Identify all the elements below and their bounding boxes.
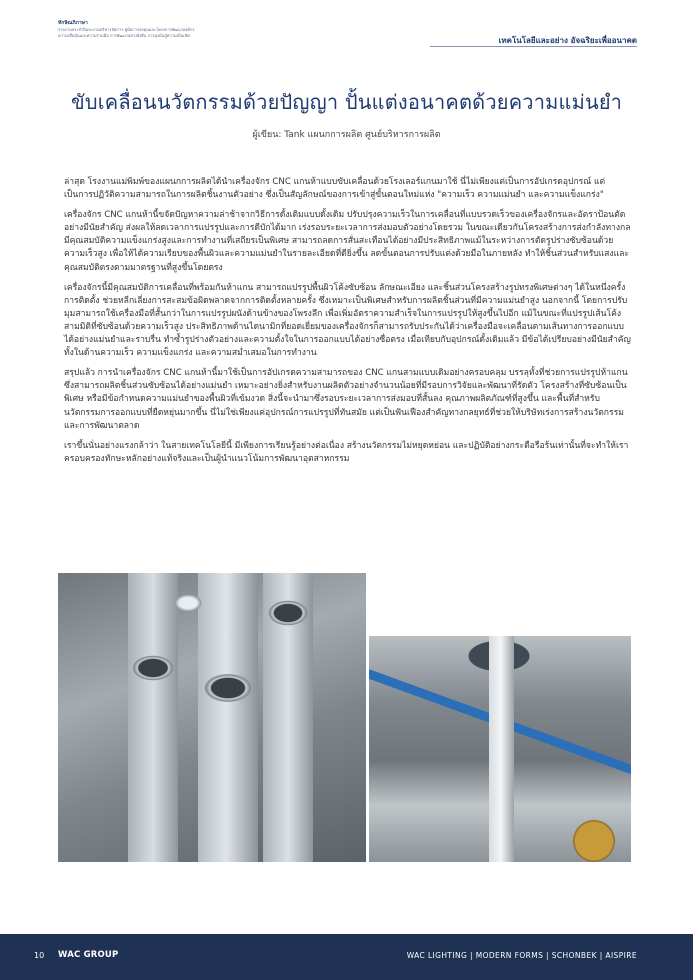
- header-divider: [430, 46, 637, 47]
- paragraph: เครื่องจักร CNC แกนห้านี้ขจัดปัญหาความล่าช้าจากวิธีการดั้งเดิมแบบดั้งเดิม ปรับปรุงความเร็วในการเคลื่อนที่แบบรวดเร็วของเครื่องจักรและอัตราป้อนตัดอย่างมีนัยสำคัญ ส่งผลให้ลดเวลาการแปรรูปและการดีบักได้มาก เร่งรอบระยะเวลาการส่งมอบตัวอย่างโดยรวม ในขณะเดียวกันโครงสร้างการส่งกำลังทางกลมีคุณสมบัติความแข็งแกร่งสูงและการทำงานที่เสถียรเป็นพิเศษ สามารถลดการสั่นสะเทือนได้อย่างมีประสิทธิภาพแม้ในระหว่างการตัดรูปร่างซับซ้อนด้วยความเร็วสูง เพื่อให้ได้ความเรียบของพื้นผิวและความแม่นยำในรายละเอียดที่ดียิ่งขึ้น ลดขั้นตอนการปรับแต่งด้วยมือในภายหลัง ทำให้ชิ้นส่วนสำหรับแสงและคุณสมบัติตรงตามมาตรฐานที่สูงขึ้นโดยตรง: [64, 210, 631, 273]
- header-left-title: ทักษิณภิภาษา: [58, 20, 88, 26]
- paragraph: เราขึ้นนั่นอย่างแรงกล้าว่า ในสายเทคโนโลยีนี้ มีเพียงการเรียนรู้อย่างต่อเนื่อง สร้างนวัตกรรมไม่หยุดหย่อน และปฏิบัติอย่างกระตือรือร้นเท่านั้นที่จะทำให้เราครอบครองทักษะหลักอย่างแท้จริงและเป็นผู้นำแนวโน้มการพัฒนาอุตสาหกรรม: [64, 440, 629, 464]
- paragraph: สรุปแล้ว การนำเครื่องจักร CNC แกนห้านี้มาใช้เป็นการอัปเกรดความสามารถของ CNC แกนสามแบบเดิมอย่างครอบคลุม บรรลุทั้งที่ช่วยการแปรรูปห้าแกน ซึ่งสามารถผลิตชิ้นส่วนซับซ้อนได้อย่างแม่นยำ เหมาะอย่างยิ่งสำหรับงานผลิตตัวอย่างจำนวนน้อยที่มีรอบการวิจัยและพัฒนาที่รัดตัว โครงสร้างที่ซับซ้อนเป็นพิเศษ หรือมีข้อกำหนดความแม่นยำของพื้นผิวที่เข้มงวด สิ่งนี้จะนำมาซึ่งรอบระยะเวลาการส่งมอบที่สั้นลง คุณภาพผลิตภัณฑ์ที่สูงขึ้น และพื้นที่สำหรับนวัตกรรมการออกแบบที่ยืดหยุ่นมากขึ้น นี่ไม่ใช่เพียงแค่อุปกรณ์การแปรรูปที่ทันสมัย แต่เป็นฟันเฟืองสำคัญทางกลยุทธ์ที่ช่วยให้บริษัทเร่งการสร้างนวัตกรรมและการพัฒนาตลาด: [64, 368, 628, 431]
- article-body: [64, 176, 632, 473]
- header-meta: [58, 20, 238, 39]
- paragraph: ล่าสุด โรงงานแม่พิมพ์ของแผนกการผลิตได้นำเครื่องจักร CNC แกนห้าแบบขับเคลื่อนด้วยโรงเลอร์แกนมาใช้ นี่ไม่เพียงแต่เป็นการอัปเกรดอุปกรณ์ แต่เป็นการปฏิวัติความสามารถในการผลิตชิ้นงานตัวอย่าง ซึ่งเป็นสัญลักษณ์ของการเข้าสู่ขั้นตอนใหม่แห่ง "ความเร็ว ความแม่นยำ และความแข็งแกร่ง": [64, 177, 606, 201]
- page-number: 10: [34, 951, 45, 960]
- footer-brand: WAC GROUP: [58, 950, 119, 960]
- article-byline: ผู้เขียน: Tank แผนกการผลิต ศูนย์บริหารการผลิต: [252, 130, 441, 140]
- paragraph: เครื่องจักรนี้มีคุณสมบัติการเคลื่อนที่พร้อมกันห้าแกน สามารถแปรรูปพื้นผิวโค้งซับซ้อน ลักษณะเอียง และชิ้นส่วนโครงสร้างรูปทรงพิเศษต่างๆ ได้ในหนึ่งครั้งการติดตั้ง ช่วยหลีกเลี่ยงการสะสมข้อผิดพลาดจากการติดตั้งหลายครั้ง ซึ่งเหมาะเป็นพิเศษสำหรับการผลิตชิ้นส่วนที่มีความแม่นยำสูง นอกจากนี้ โดยการปรับมุมสามารถใช้เครื่องมือที่สั้นกว่าในการแปรรูปผนังด้านข้างของโพรงลึก เพื่อเพิ่มอัตราความสำเร็จในการแปรรูปให้สูงขึ้นไปอีก แม้ในขณะที่แปรรูปเส้นโค้งสามมิติที่ซับซ้อนด้วยความเร็วสูง ประสิทธิภาพด้านไดนามิกที่ยอดเยี่ยมของเครื่องจักรก็สามารถรับประกันได้ว่าเครื่องมือจะเคลื่อนตามเส้นทางการออกแบบได้อย่างแม่นยำและราบรื่น ทำซ้ำรูปร่างตัวอย่างและความตั้งใจในการออกแบบได้อย่างซื่อตรง เมื่อเทียบกับอุปกรณ์ดั้งเดิมแล้ว มีข้อได้เปรียบอย่างมีนัยสำคัญทั้งในด้านความเร็ว ความแข็งแกร่ง และความสม่ำเสมอในการทำงาน: [64, 282, 631, 359]
- header-left-line: รายงานประจำปีและงานบริหารจัดการ คู่มือการลงทุนและโครงการพัฒนาองค์กร: [58, 27, 195, 32]
- section-label: เทคโนโลยีและอย่าง อัจฉริยะเพื่ออนาคต: [498, 36, 637, 45]
- article-title: ขับเคลื่อนนวัตกรรมด้วยปัญญา ปั้นแต่งอนาคตด้วยความแม่นยำ: [70, 90, 623, 114]
- machined-parts-photo: [58, 573, 366, 862]
- header-left-line: ความเชื่อมั่นและความร่วมมือ การพัฒนาอย่างยั่งยืน การมุ่งมั่นสู่ความเป็นเลิศ: [58, 33, 190, 38]
- page-footer: [0, 934, 693, 980]
- footer-brand-list: WAC LIGHTING | MODERN FORMS | SCHONBEK | AISPIRE: [406, 951, 637, 960]
- cnc-machine-photo: [369, 636, 631, 862]
